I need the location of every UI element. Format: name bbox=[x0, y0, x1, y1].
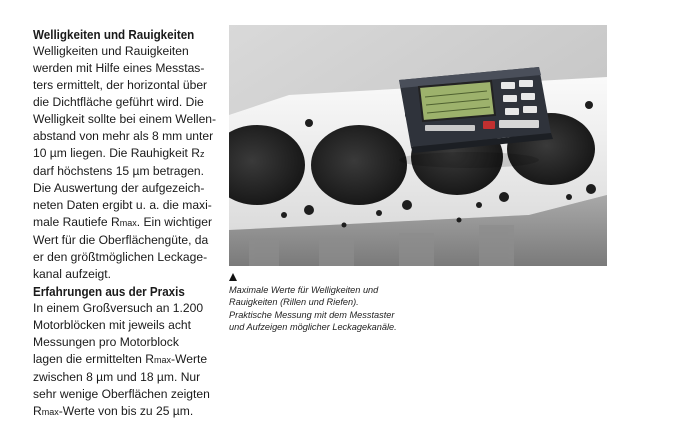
section-waviness bbox=[33, 28, 219, 283]
engine-block-illustration bbox=[229, 25, 607, 266]
triangle-up-icon bbox=[229, 273, 237, 281]
section-heading: Welligkeiten und Rauigkeiten bbox=[33, 28, 195, 42]
figure-caption: Maximale Werte für Welligkeiten und Rauigkeiten (Rillen und Riefen). Praktische Messung mit dem Messtaster und Aufzeigen möglicher Leckagekanäle. bbox=[229, 285, 397, 332]
section-practice bbox=[33, 285, 233, 421]
section-body: Welligkeiten und Rauigkeiten werden mit Hilfe eines Messtas- ters ermittelt, der horizontal über die Dichtfläche geführt wird. Die Welligkeit sollte bei einem Wellen- abstand von mehr als 8 mm unter 10 µm liegen. Die Rauhigkeit Rz darf höchstens 15 µm betragen. Die Auswertung der aufgezeich- neten Daten ergibt u. a. die maxi- male Rautiefe Rmax. Ein wichtiger Wert für die Oberflächengüte, da er den größtmöglichen Leckage- kanal aufzeigt. bbox=[33, 44, 217, 281]
section-body: In einem Großversuch an 1.200 Motorblöcken mit jeweils acht Messungen pro Motorblock lagen die ermittelten Rmax-Werte zwischen 8 µm und 18 µm. Nur sehr wenige Oberflächen zeigten Rmax-Werte von bis zu 25 µm. bbox=[33, 301, 210, 418]
engine-block-photo bbox=[229, 25, 607, 266]
section-heading: Erfahrungen aus der Praxis bbox=[33, 285, 185, 299]
